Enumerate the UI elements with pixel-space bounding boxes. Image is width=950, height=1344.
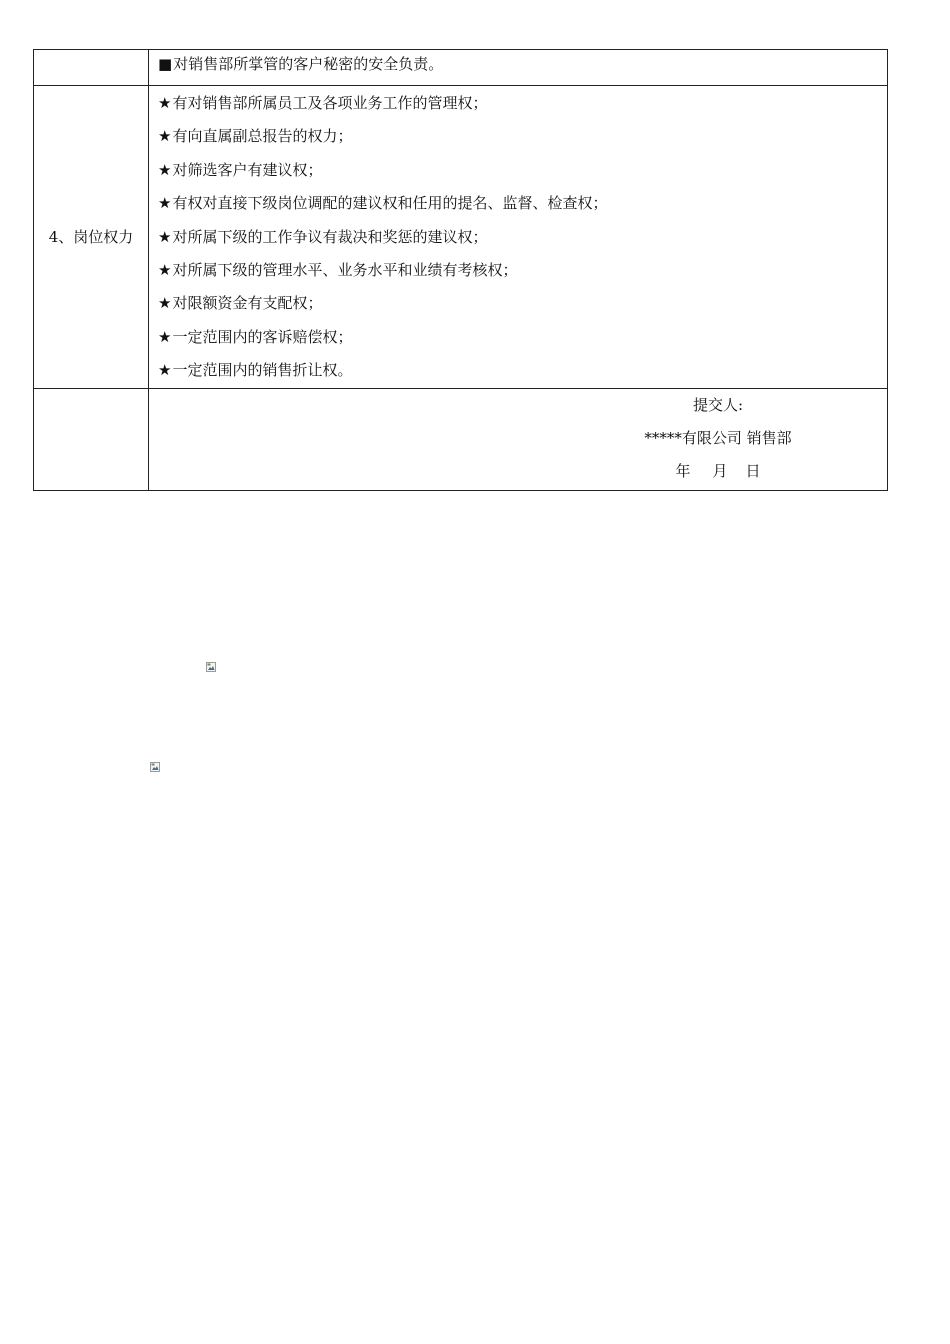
row-content-signature	[149, 388, 888, 490]
list-item	[158, 321, 887, 354]
row-label	[34, 50, 149, 86]
list-item-text: 对销售部所掌管的客户秘密的安全负责。	[173, 55, 444, 73]
list-item	[158, 50, 887, 78]
list-item-text: 有向直属副总报告的权力；	[172, 127, 353, 146]
row-content	[149, 86, 888, 389]
table-row	[34, 50, 888, 86]
star-bullet-icon: ★	[158, 361, 172, 380]
row-label	[34, 388, 149, 490]
star-bullet-icon: ★	[158, 160, 172, 179]
list-item-text: 对限额资金有支配权；	[172, 294, 323, 313]
broken-image-icon	[150, 762, 160, 772]
company-department: *****有限公司 销售部	[644, 428, 792, 447]
star-bullet-icon: ★	[158, 261, 172, 280]
table-row	[34, 388, 888, 490]
list-item	[158, 87, 887, 120]
list-item-text: 对所属下级的工作争议有裁决和奖惩的建议权；	[172, 227, 488, 246]
list-item-text: 一定范围内的客诉赔偿权；	[172, 327, 353, 346]
date-year: 年	[675, 461, 691, 480]
list-item-text: 对筛选客户有建议权；	[172, 160, 323, 179]
list-item	[158, 287, 887, 320]
list-item-text: 有权对直接下级岗位调配的建议权和任用的提名、监督、检查权；	[172, 194, 608, 213]
star-bullet-icon: ★	[158, 227, 172, 246]
row-label-position-authority: 4、岗位权力	[34, 86, 149, 389]
star-bullet-icon: ★	[158, 194, 172, 213]
date-line	[568, 455, 868, 488]
broken-image-icon	[206, 662, 216, 672]
star-bullet-icon: ★	[158, 327, 172, 346]
row-content	[149, 50, 888, 86]
list-item-text: 对所属下级的管理水平、业务水平和业绩有考核权；	[172, 261, 518, 280]
list-item	[158, 187, 887, 220]
list-item-text: 一定范围内的销售折让权。	[172, 361, 353, 380]
list-item	[158, 221, 887, 254]
table-row	[34, 86, 888, 389]
square-bullet-icon: ■	[158, 55, 173, 73]
list-item	[158, 120, 887, 153]
list-item	[158, 254, 887, 287]
star-bullet-icon: ★	[158, 94, 172, 112]
date-month: 月	[712, 461, 728, 480]
list-item-text: 有对销售部所属员工及各项业务工作的管理权；	[172, 94, 488, 112]
submitter-label: 提交人:	[692, 395, 744, 414]
star-bullet-icon: ★	[158, 127, 172, 146]
date-day: 日	[745, 461, 761, 480]
list-item	[158, 354, 887, 387]
star-bullet-icon: ★	[158, 294, 172, 313]
position-description-table	[33, 49, 888, 491]
signature-block	[568, 389, 868, 488]
list-item	[158, 154, 887, 187]
